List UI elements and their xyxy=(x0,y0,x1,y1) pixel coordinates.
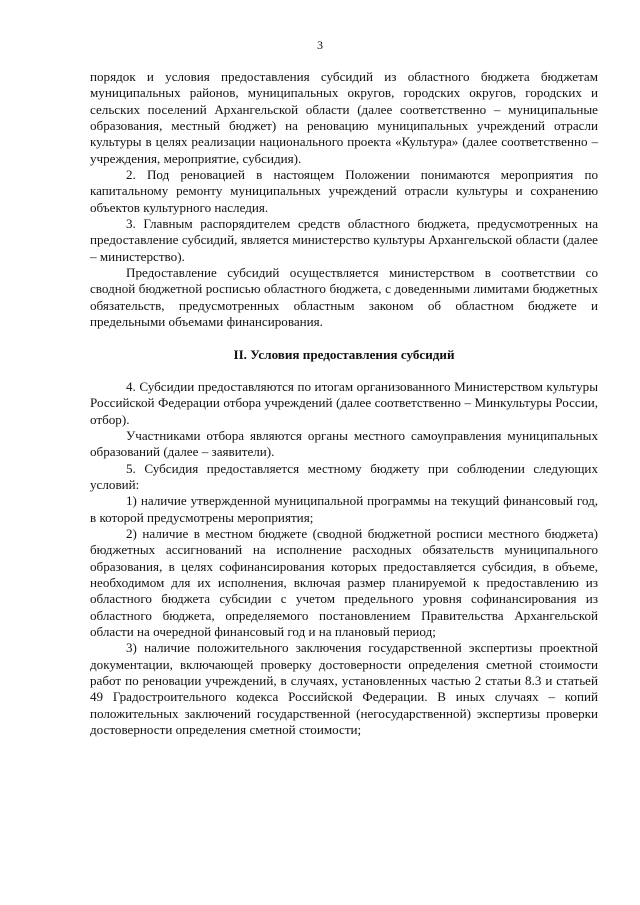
section-1-paragraphs xyxy=(90,69,598,331)
paragraph: 5. Субсидия предоставляется местному бюджету при соблюдении следующих условий: xyxy=(90,460,598,492)
section-heading: II. Условия предоставления субсидий xyxy=(233,346,455,362)
paragraph: Предоставление субсидий осуществляется министерством в соответствии со сводной бюджетной росписью областного бюджета, с доведенными лимитами бюджетных обязательств, предусмотренных областным законом об областном бюджете и предельными объемами финансирования. xyxy=(90,265,598,330)
paragraph: 1) наличие утвержденной муниципальной программы на текущий финансовый год, в которой предусмотрены мероприятия; xyxy=(90,493,598,525)
paragraph: 3) наличие положительного заключения государственной экспертизы проектной документации, включающей проверку достоверности определения сметной стоимости работ по реновации учреждений, в случаях, установленных частью 2 статьи 8.3 и статьей 49 Градостроительного кодекса Российской Федерации. В иных случаях – копий положительных заключений государственной (негосударственной) экспертизы проверки достоверности определения сметной стоимости; xyxy=(90,640,598,738)
page-number: 3 xyxy=(317,38,323,52)
document-body xyxy=(90,69,598,738)
paragraph: 4. Субсидии предоставляются по итогам организованного Министерством культуры Российской Федерации отбора учреждений (далее соответственно – Минкультуры России, отбор). xyxy=(90,378,598,427)
paragraph: 2) наличие в местном бюджете (сводной бюджетной росписи местного бюджета) бюджетных ассигнований на исполнение расходных обязательств муниципального образования, в целях софинансирования которых предоставляется субсидия, в объеме, необходимом для их исполнения, включая размер планируемой к предоставлению из областного бюджета субсидии с учетом предельного уровня софинансирования из областного бюджета, определяемого постановлением Правительства Архангельской области на очередной финансовый год и на плановый период; xyxy=(90,525,598,639)
paragraph: 2. Под реновацией в настоящем Положении понимаются мероприятия по капитальному ремонту муниципальных учреждений отрасли культуры и сохранению объектов культурного наследия. xyxy=(90,167,598,215)
paragraph: 3. Главным распорядителем средств областного бюджета, предусмотренных на предоставление субсидий, является министерство культуры Архангельской области (далее – министерство). xyxy=(90,216,598,264)
paragraph: Участниками отбора являются органы местного самоуправления муниципальных образований (далее – заявители). xyxy=(90,427,598,460)
section-2-paragraphs xyxy=(90,379,598,739)
paragraph: порядок и условия предоставления субсидий из областного бюджета бюджетам муниципальных районов, муниципальных округов, городских округов, городских и сельских поселений Архангельской области (далее соответственно – муниципальные образования, местный бюджет) на реновацию муниципальных учреждений отрасли культуры в целях реализации национального проекта «Культура» (далее соответственно – учреждения, мероприятие, субсидия). xyxy=(90,69,598,166)
